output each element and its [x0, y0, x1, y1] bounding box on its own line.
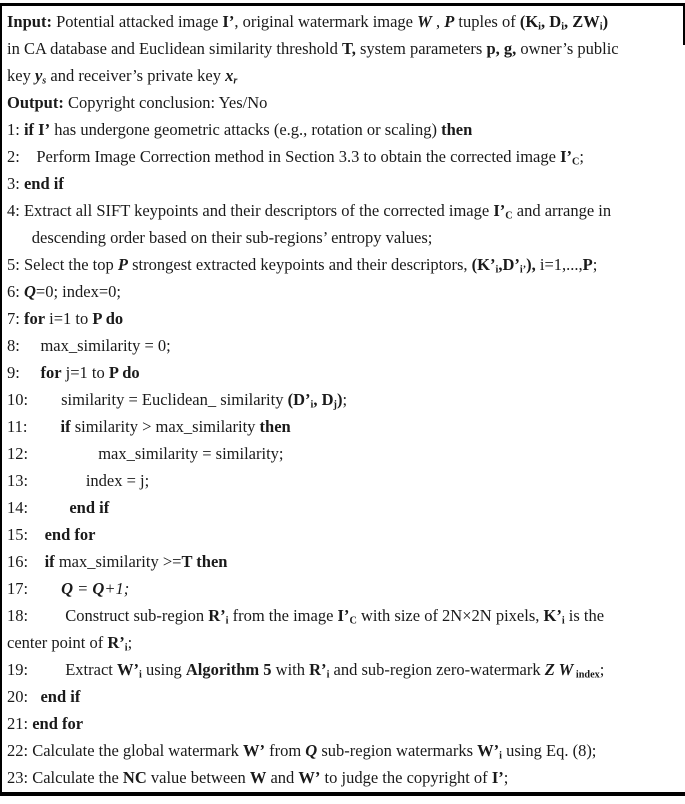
- algo-text-segment: P: [582, 255, 593, 274]
- algo-text-segment: Q: [92, 579, 105, 598]
- algo-text-segment: max_similarity >=: [54, 552, 182, 571]
- algo-text-segment: i: [495, 264, 499, 276]
- algo-text-segment: if I’: [23, 120, 51, 139]
- algo-text-segment: I’: [222, 12, 235, 31]
- algo-text-segment: C: [505, 210, 513, 222]
- algo-line: [7, 764, 685, 791]
- algo-text-segment: 20:: [7, 687, 41, 706]
- algo-text-segment: from the image: [228, 606, 338, 625]
- algo-text-segment: in CA database and Euclidean similarity threshold: [7, 39, 342, 58]
- algo-text-segment: value between: [146, 768, 250, 787]
- algo-text-segment: ): [602, 12, 609, 31]
- algo-text-segment: ;: [599, 660, 605, 679]
- algo-line: [7, 710, 685, 737]
- algo-line: [7, 62, 685, 89]
- algo-text-segment: p, g,: [486, 39, 517, 58]
- algo-line: [7, 413, 685, 440]
- algo-text-segment: 23: Calculate the: [7, 768, 123, 787]
- algo-text-segment: is the: [564, 606, 605, 625]
- algo-text-segment: j: [333, 399, 337, 411]
- algo-text-segment: i: [561, 615, 565, 627]
- algo-text-segment: (D’: [287, 390, 311, 409]
- algo-text-segment: end for: [32, 714, 84, 733]
- algo-text-segment: +1;: [104, 579, 130, 598]
- algo-text-segment: 18: Construct sub-region: [7, 606, 209, 625]
- left-rule: [0, 3, 2, 796]
- algo-text-segment: I’: [493, 201, 506, 220]
- algo-text-segment: 4: Extract all SIFT keypoints and their descriptors of the corrected image: [7, 201, 494, 220]
- algo-line: [7, 8, 685, 35]
- algo-text-segment: T then: [181, 552, 228, 571]
- algo-text-segment: W: [417, 12, 432, 31]
- algo-line: [7, 89, 685, 116]
- algo-text-segment: P do: [108, 363, 140, 382]
- algo-text-segment: 9:: [7, 363, 41, 382]
- algo-text-segment: owner’s public: [516, 39, 619, 58]
- algo-text-segment: y: [34, 66, 43, 85]
- algo-text-segment: end if: [23, 174, 64, 193]
- algo-text-segment: strongest extracted keypoints and their descriptors,: [128, 255, 472, 274]
- algo-text-segment: s: [42, 75, 47, 87]
- algo-line: [7, 305, 685, 332]
- algo-line: [7, 629, 685, 656]
- algo-text-segment: ;: [592, 255, 598, 274]
- algo-text-segment: to judge the copyright of: [320, 768, 492, 787]
- algo-text-segment: if: [44, 552, 55, 571]
- algo-text-segment: 10: similarity = Euclidean_ similarity: [7, 390, 288, 409]
- algo-text-segment: P do: [92, 309, 124, 328]
- algo-line: [7, 656, 685, 683]
- algo-text-segment: 15:: [7, 525, 45, 544]
- algo-text-segment: and sub-region zero-watermark: [329, 660, 545, 679]
- algo-text-segment: key: [7, 66, 35, 85]
- algo-text-segment: 5: Select the top: [7, 255, 118, 274]
- algo-line: [7, 440, 685, 467]
- algo-text-segment: ;: [579, 147, 584, 166]
- algo-text-segment: system parameters: [355, 39, 487, 58]
- algo-text-segment: j=1 to: [61, 363, 109, 382]
- algo-text-segment: 19: Extract: [7, 660, 117, 679]
- algo-text-segment: 7:: [7, 309, 24, 328]
- algorithm-body: [7, 8, 685, 791]
- algo-text-segment: , D: [313, 390, 334, 409]
- algo-text-segment: 3:: [7, 174, 24, 193]
- algo-line: [7, 494, 685, 521]
- algo-line: [7, 35, 685, 62]
- algo-text-segment: =0; index=0;: [35, 282, 121, 301]
- algo-text-segment: end if: [69, 498, 110, 517]
- algo-text-segment: i: [538, 21, 542, 33]
- algo-text-segment: ;: [342, 390, 348, 409]
- algo-line: [7, 116, 685, 143]
- algo-text-segment: Output:: [7, 93, 64, 112]
- algo-line: [7, 575, 685, 602]
- algo-text-segment: 12: max_similarity = similarity;: [7, 444, 284, 463]
- algo-text-segment: Q: [23, 282, 36, 301]
- algo-text-segment: 6:: [7, 282, 24, 301]
- algo-text-segment: I’: [491, 768, 504, 787]
- algo-text-segment: i: [124, 642, 128, 654]
- algo-text-segment: ;: [503, 768, 509, 787]
- algo-text-segment: 21:: [7, 714, 33, 733]
- algo-text-segment: and arrange in: [512, 201, 612, 220]
- algo-text-segment: NC: [122, 768, 147, 787]
- algo-text-segment: (K’: [471, 255, 496, 274]
- algo-text-segment: I’: [337, 606, 350, 625]
- algo-text-segment: 16:: [7, 552, 45, 571]
- algo-text-segment: R’: [208, 606, 226, 625]
- algo-text-segment: I’: [560, 147, 572, 166]
- algo-text-segment: Z W: [544, 660, 574, 679]
- algo-text-segment: C: [571, 156, 580, 168]
- algo-text-segment: from: [264, 741, 306, 760]
- algo-text-segment: W’: [298, 768, 321, 787]
- algo-text-segment: i: [326, 669, 330, 681]
- algo-text-segment: end for: [44, 525, 96, 544]
- algo-text-segment: center point of: [7, 633, 108, 652]
- algo-text-segment: index: [573, 669, 600, 681]
- algo-text-segment: sub-region watermarks: [317, 741, 478, 760]
- algo-text-segment: tuples of: [454, 12, 520, 31]
- algo-text-segment: C: [349, 615, 357, 627]
- algo-text-segment: K’: [543, 606, 562, 625]
- algo-text-segment: then: [441, 120, 473, 139]
- algo-line: [7, 467, 685, 494]
- algo-text-segment: 11:: [7, 417, 61, 436]
- top-rule: [0, 3, 685, 6]
- algo-text-segment: for: [23, 309, 46, 328]
- algo-text-segment: P: [444, 12, 455, 31]
- algo-text-segment: i: [599, 21, 603, 33]
- algo-line: [7, 548, 685, 575]
- algo-text-segment: has undergone geometric attacks (e.g., rotation or scaling): [50, 120, 442, 139]
- algo-line: [7, 278, 685, 305]
- algo-text-segment: using: [141, 660, 186, 679]
- algo-line: [7, 143, 685, 170]
- algo-text-segment: for: [40, 363, 62, 382]
- algo-text-segment: (K: [519, 12, 539, 31]
- algo-text-segment: r: [233, 75, 238, 87]
- algo-text-segment: descending order based on their sub-regions’ entropy values;: [7, 228, 433, 247]
- algo-text-segment: , original watermark image: [234, 12, 418, 31]
- algo-text-segment: then: [259, 417, 291, 436]
- algo-text-segment: 13: index = j;: [7, 471, 150, 490]
- algo-text-segment: i: [138, 669, 142, 681]
- algo-text-segment: with: [271, 660, 310, 679]
- algo-text-segment: T,: [341, 39, 356, 58]
- algo-text-segment: ,: [431, 12, 445, 31]
- algo-text-segment: W’: [116, 660, 139, 679]
- algo-line: [7, 332, 685, 359]
- algo-line: [7, 602, 685, 629]
- algo-text-segment: i: [561, 21, 565, 33]
- algo-text-segment: , ZW: [564, 12, 600, 31]
- algo-line: [7, 251, 685, 278]
- algo-text-segment: if: [60, 417, 71, 436]
- algo-line: [7, 737, 685, 764]
- algo-text-segment: end if: [40, 687, 81, 706]
- algo-text-segment: i’: [519, 264, 527, 276]
- algo-text-segment: and: [266, 768, 299, 787]
- algo-text-segment: 22: Calculate the global watermark: [7, 741, 243, 760]
- algo-text-segment: i: [310, 399, 314, 411]
- algo-line: [7, 224, 685, 251]
- algo-line: [7, 386, 685, 413]
- algo-text-segment: Potential attacked image: [51, 12, 223, 31]
- algo-text-segment: Q: [61, 579, 74, 598]
- algo-text-segment: i: [499, 750, 502, 762]
- algo-text-segment: 1:: [7, 120, 24, 139]
- algo-text-segment: W’: [477, 741, 500, 760]
- algo-line: [7, 170, 685, 197]
- algo-text-segment: P: [117, 255, 128, 274]
- algo-text-segment: R’: [107, 633, 125, 652]
- algo-text-segment: W: [249, 768, 267, 787]
- algo-text-segment: and receiver’s private key: [46, 66, 226, 85]
- algo-text-segment: ),: [526, 255, 536, 274]
- algo-text-segment: Input:: [7, 12, 52, 31]
- algo-line: [7, 683, 685, 710]
- algo-text-segment: 2: Perform Image Correction method in Section 3.3 to obtain the corrected image: [7, 147, 561, 166]
- algo-text-segment: Copyright conclusion: Yes/No: [63, 93, 268, 112]
- algo-text-segment: , D: [541, 12, 562, 31]
- algo-line: [7, 359, 685, 386]
- algo-line: [7, 521, 685, 548]
- algo-text-segment: x: [225, 66, 234, 85]
- algo-line: [7, 197, 685, 224]
- algo-text-segment: Q: [305, 741, 318, 760]
- algo-text-segment: i=1,...,: [535, 255, 583, 274]
- algo-text-segment: ;: [127, 633, 133, 652]
- algo-text-segment: =: [73, 579, 93, 598]
- algo-text-segment: W’: [242, 741, 265, 760]
- algo-text-segment: using Eq. (8);: [501, 741, 597, 760]
- algo-text-segment: 17:: [7, 579, 62, 598]
- algo-text-segment: 8: max_similarity = 0;: [7, 336, 171, 355]
- algo-text-segment: i=1 to: [45, 309, 93, 328]
- algo-text-segment: ,D’: [498, 255, 520, 274]
- algo-text-segment: 14:: [7, 498, 70, 517]
- algo-text-segment: with size of 2N×2N pixels,: [356, 606, 544, 625]
- algo-text-segment: i: [225, 615, 229, 627]
- algo-text-segment: R’: [309, 660, 327, 679]
- algo-text-segment: similarity > max_similarity: [70, 417, 260, 436]
- bottom-rule: [0, 792, 685, 796]
- algo-text-segment: ): [336, 390, 343, 409]
- algo-text-segment: Algorithm 5: [185, 660, 272, 679]
